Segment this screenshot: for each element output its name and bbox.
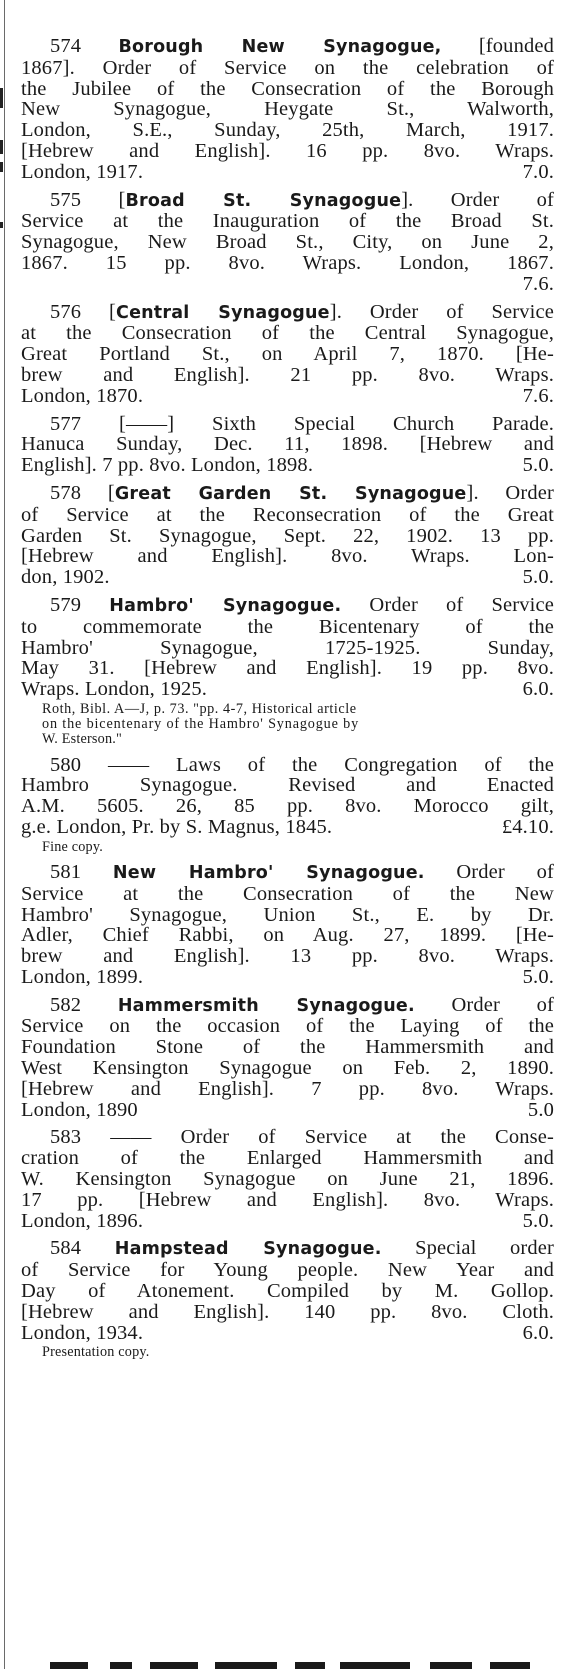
entry-text: ]. Order of xyxy=(401,188,554,211)
entry-text: London, 1890 xyxy=(21,1098,138,1121)
entry-text: Garden St. Synagogue, Sept. 22, 1902. 13 pp. xyxy=(21,524,554,547)
entry-heading: Hambro' Synagogue. xyxy=(109,595,342,616)
entry-text: [Hebrew and English]. 8vo. Wraps. Lon- xyxy=(21,545,554,568)
catalogue-entry-583 xyxy=(21,1127,554,1231)
catalogue-entry-579 xyxy=(21,595,554,700)
gutter-mark xyxy=(0,222,3,228)
note-text: Roth, Bibl. A—J, p. 73. "pp. 4-7, Historical article xyxy=(42,700,357,717)
entry-text: Special order xyxy=(415,1237,554,1260)
catalogue-entry-580 xyxy=(21,755,554,838)
gutter-mark xyxy=(0,88,3,108)
entry-text: —— Laws of the Congregation of the xyxy=(107,753,554,776)
entry-text: ]. Order of Service xyxy=(329,300,554,323)
entry-price: 5.0. xyxy=(522,965,554,988)
entry-text: Adler, Chief Rabbi, on Aug. 27, 1899. [He- xyxy=(21,924,554,947)
catalogue-entry-575: 575 [Broad St. Synagogue]. Order of Service at the Inauguration of the Broad St. Synagogue, New Broad St., City, on June 2, 1867. 15 pp. 8vo. Wraps. London, 1867. 7.6. xyxy=(21,188,554,295)
entry-text: [Hebrew and English]. 140 pp. 8vo. Cloth. xyxy=(21,1300,554,1323)
entry-text: English]. 7 pp. 8vo. London, 1898. xyxy=(21,454,314,477)
entry-number: 579 xyxy=(50,593,82,616)
cropped-next-line xyxy=(40,1660,535,1669)
entry-text: West Kensington Synagogue on Feb. 2, 1890. xyxy=(21,1057,554,1080)
entry-text: the Jubilee of the Consecration of the Borough xyxy=(21,77,554,100)
entry-heading: Borough New Synagogue, xyxy=(118,37,442,57)
entry-text: of Service for Young people. New Year and xyxy=(21,1259,554,1282)
entry-text: London, 1934. xyxy=(21,1321,144,1344)
entry-text: Service at the Inauguration of the Broad St. xyxy=(21,210,554,233)
entry-text: to commemorate the Bicentenary of the xyxy=(21,615,554,638)
entry-text: London, S.E., Sunday, 25th, March, 1917. xyxy=(21,119,554,142)
note-text: W. Esterson." xyxy=(42,731,122,748)
entry-text: London, 1917. xyxy=(21,160,144,183)
entry-text: [founded xyxy=(478,35,555,57)
entry-heading: New Hambro' Synagogue. xyxy=(112,862,425,883)
entry-text: Service on the occasion of the Laying of the xyxy=(21,1015,554,1038)
entry-text: 1867]. Order of Service on the celebration of xyxy=(21,56,554,79)
entry-heading: Hampstead Synagogue. xyxy=(114,1239,382,1260)
entry-text: 1867. 15 pp. 8vo. Wraps. London, 1867. xyxy=(21,251,554,274)
catalogue-entry-578: 578 [Great Garden St. Synagogue]. Order of Service at the Reconsecration of the Great Garden St. Synagogue, Sept. 22, 1902. 13 pp. [Hebrew and English]. 8vo. Wraps. Lon- don, 1902. 5.0. xyxy=(21,481,554,589)
entry-number: 580 xyxy=(50,753,82,776)
entry-heading: Hammersmith Synagogue. xyxy=(117,995,415,1016)
entry-text: Wraps. London, 1925. xyxy=(21,678,208,701)
entry-text: New Synagogue, Heygate St., Walworth, xyxy=(21,98,554,121)
entry-text: ]. Order xyxy=(466,481,554,504)
entry-text: brew and English]. 21 pp. 8vo. Wraps. xyxy=(21,363,554,386)
gutter-mark xyxy=(0,162,3,172)
entry-number: 578 xyxy=(50,481,82,504)
entry-text: Day of Atonement. Compiled by M. Gollop. xyxy=(21,1280,554,1303)
note-text: on the bicentenary of the Hambro' Synagogue by xyxy=(42,716,360,733)
entry-text: Hambro Synagogue. Revised and Enacted xyxy=(21,774,554,797)
entry-heading: Central Synagogue xyxy=(116,302,330,323)
entry-price: £4.10. xyxy=(501,815,554,838)
entry-note xyxy=(21,840,554,854)
catalogue-entry-584 xyxy=(21,1238,554,1343)
entry-text: don, 1902. xyxy=(21,566,110,589)
catalogue-entry-577 xyxy=(21,414,554,476)
entry-number: 582 xyxy=(50,993,82,1016)
entry-text: 17 pp. [Hebrew and English]. 8vo. Wraps. xyxy=(21,1188,554,1211)
entry-price: 5.0 xyxy=(527,1098,554,1121)
entry-text: [——] Sixth Special Church Parade. xyxy=(118,412,554,435)
entry-heading: Broad St. Synagogue xyxy=(125,190,402,211)
entry-text: —— Order of Service at the Conse- xyxy=(110,1126,555,1149)
entry-price: 7.6. xyxy=(522,272,554,295)
entry-number: 576 xyxy=(50,300,82,323)
entry-text: cration of the Enlarged Hammersmith and xyxy=(21,1147,554,1170)
entry-text: Hambro' Synagogue, 1725-1925. Sunday, xyxy=(21,636,554,659)
entry-text: Order of xyxy=(451,993,554,1016)
entry-text: London, 1899. xyxy=(21,965,144,988)
entry-text: at the Consecration of the Central Synagogue, xyxy=(21,322,554,345)
entry-text: May 31. [Hebrew and English]. 19 pp. 8vo. xyxy=(21,657,554,680)
entry-text: Hanuca Sunday, Dec. 11, 1898. [Hebrew and xyxy=(21,433,554,456)
catalogue-entry-582 xyxy=(21,995,554,1121)
entry-note xyxy=(21,1345,554,1359)
entry-text: Order of xyxy=(456,860,554,883)
gutter-mark xyxy=(0,140,3,154)
catalogue-entry-581 xyxy=(21,862,554,988)
entry-number: 584 xyxy=(50,1237,82,1260)
entry-text: of Service at the Reconsecration of the Great xyxy=(21,503,554,526)
entry-text: g.e. London, Pr. by S. Magnus, 1845. xyxy=(21,815,333,838)
note-text: Presentation copy. xyxy=(42,1344,150,1361)
entry-text: A.M. 5605. 26, 85 pp. 8vo. Morocco gilt, xyxy=(21,795,554,818)
entry-price: 5.0. xyxy=(522,454,554,477)
entry-text: London, 1870. xyxy=(21,384,144,407)
entry-note xyxy=(21,702,554,747)
entry-price: 5.0. xyxy=(522,566,554,589)
entry-number: 574 xyxy=(50,35,82,57)
entry-number: 575 xyxy=(50,188,82,211)
catalogue-entry-576: 576 [Central Synagogue]. Order of Service at the Consecration of the Central Synagogue, Great Portland St., on April 7, 1870. [He- brew and English]. 21 pp. 8vo. Wraps. London, 1870. 7.6. xyxy=(21,300,554,407)
entry-number: 577 xyxy=(50,412,82,435)
entry-text: Hambro' Synagogue, Union St., E. by Dr. xyxy=(21,903,554,926)
gutter-marks xyxy=(0,0,4,1669)
entry-text: W. Kensington Synagogue on June 21, 1896. xyxy=(21,1168,554,1191)
entry-text: Synagogue, New Broad St., City, on June 2, xyxy=(21,231,554,254)
entry-text: Order of Service xyxy=(369,593,554,616)
entry-text: brew and English]. 13 pp. 8vo. Wraps. xyxy=(21,945,554,968)
entry-text: London, 1896. xyxy=(21,1209,144,1232)
entry-number: 581 xyxy=(50,860,82,883)
entry-heading: Great Garden St. Synagogue xyxy=(114,483,467,504)
entry-text: [Hebrew and English]. 16 pp. 8vo. Wraps. xyxy=(21,139,554,162)
entry-text: Service at the Consecration of the New xyxy=(21,882,554,905)
column-rule xyxy=(4,0,5,1669)
note-text: Fine copy. xyxy=(42,838,103,855)
catalogue-entry-574 xyxy=(21,36,554,183)
entry-text: [Hebrew and English]. 7 pp. 8vo. Wraps. xyxy=(21,1077,554,1100)
entry-price: 6.0. xyxy=(522,1321,554,1344)
entry-price: 6.0. xyxy=(522,678,554,701)
entry-price: 7.0. xyxy=(522,160,554,183)
entry-text: Foundation Stone of the Hammersmith and xyxy=(21,1036,554,1059)
entry-number: 583 xyxy=(50,1126,82,1149)
catalogue-column xyxy=(21,36,554,1368)
entry-price: 5.0. xyxy=(522,1209,554,1232)
entry-text: Great Portland St., on April 7, 1870. [He- xyxy=(21,343,554,366)
entry-price: 7.6. xyxy=(522,384,554,407)
